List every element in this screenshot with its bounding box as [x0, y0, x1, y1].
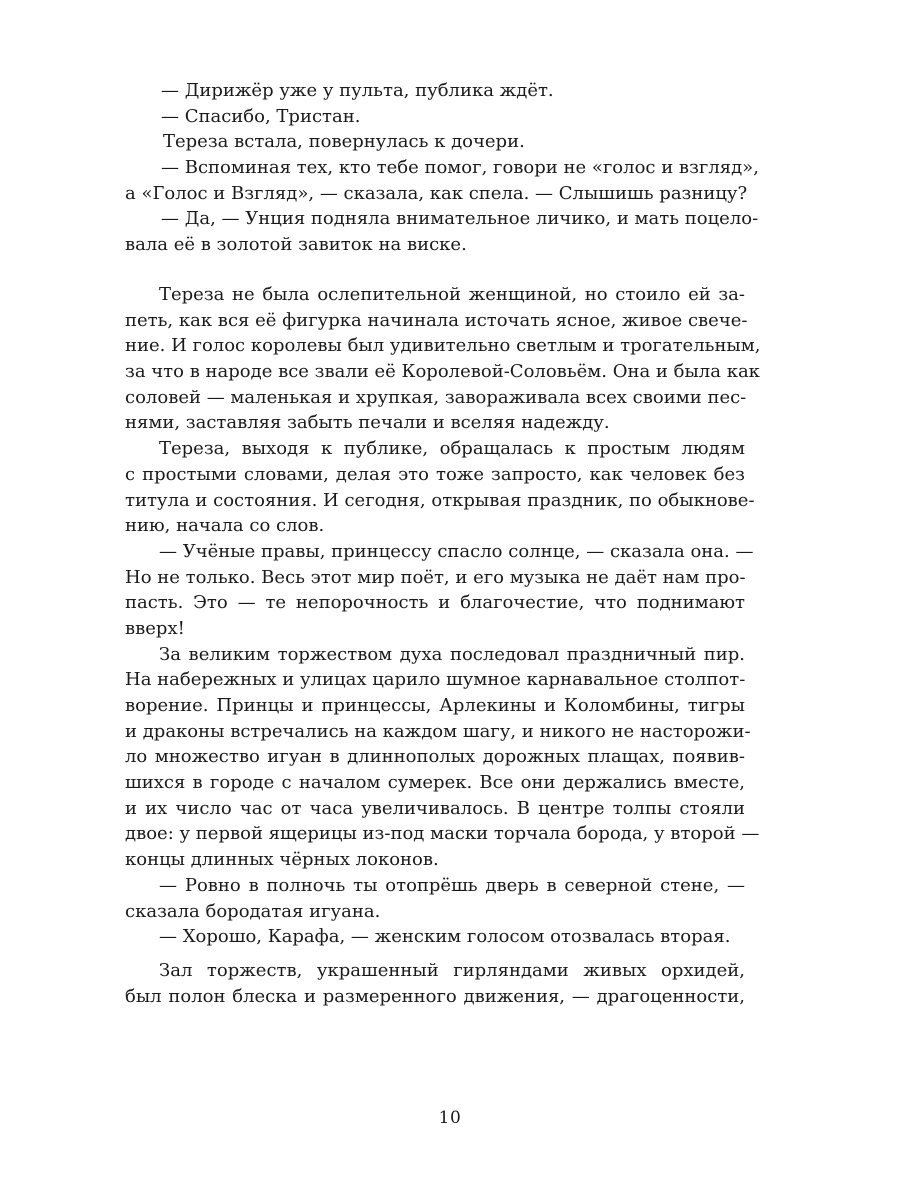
text-line: На набережных и улицах царило шумное карнавальное столпот- [125, 669, 746, 691]
text-line: соловей — маленькая и хрупкая, завораживала всех своими пес- [125, 386, 747, 408]
text-line: — Ровно в полночь ты отопрёшь дверь в северной стене, — [159, 874, 745, 896]
text-line: и драконы встречались на каждом шагу, и никого не насторожи- [125, 720, 751, 742]
text-line: Тереза, выходя к публике, обращалась к простым людям [159, 438, 745, 460]
text-line: и их число час от часа увеличивалось. В центре толпы стояли [125, 797, 745, 819]
text-line: — Вспоминая тех, кто тебе помог, говори не «голос и взгляд», [161, 157, 759, 179]
text-line: Тереза не была ослепительной женщиной, но стоило ей за- [159, 284, 745, 305]
text-line: с простыми словами, делая это тоже запросто, как человек без [125, 463, 745, 485]
text-line: был полон блеска и размеренного движения, — драгоценности, [125, 985, 745, 1007]
text-line: — Спасибо, Тристан. [161, 105, 361, 127]
text-line: Тереза встала, повернулась к дочери. [163, 131, 525, 153]
text-block-main [125, 282, 761, 950]
text-line: ло множество игуан в длиннополых дорожных плащах, появив- [125, 746, 745, 768]
text-line: — Хорошо, Карафа, — женским голосом отозвалась вторая. [159, 926, 731, 948]
text-line: титула и состояния. И сегодня, открывая праздник, по обыкнове- [125, 489, 755, 511]
text-line: сказала бородатая игуана. [125, 900, 381, 922]
text-line: ние. И голос королевы был удивительно светлым и трогательным, [125, 335, 761, 357]
text-line: вверх! [125, 617, 185, 639]
text-line: ворение. Принцы и принцессы, Арлекины и Коломбины, тигры [125, 695, 745, 716]
text-line: За великим торжеством духа последовал праздничный пир. [159, 643, 745, 665]
text-line: Зал торжеств, украшенный гирляндами живых орхидей, [159, 960, 745, 981]
text-line: — Учёные правы, принцессу спасло солнце, — сказала она. — [159, 540, 754, 562]
text-block-closing [125, 958, 745, 1009]
text-line: за что в народе все звали её Королевой-Соловьём. Она и была как [125, 361, 760, 383]
text-line: Но не только. Весь этот мир поёт, и его музыка не даёт нам про- [125, 566, 746, 588]
text-line: пасть. Это — те непорочность и благочестие, что поднимают [125, 592, 745, 614]
text-block-dialogue [125, 78, 759, 258]
text-line: петь, как вся её фигурка начинала источать ясное, живое свече- [125, 309, 748, 331]
text-line: концы длинных чёрных локонов. [125, 849, 439, 871]
text-line: нию, начала со слов. [125, 515, 325, 537]
text-line: нями, заставляя забыть печали и вселяя надежду. [125, 412, 610, 434]
text-line: — Дирижёр уже у пульта, публика ждёт. [161, 80, 554, 101]
text-line: двое: у первой ящерицы из-под маски торчала борода, у второй — [125, 823, 760, 845]
text-line: — Да, — Унция подняла внимательное личико, и мать поцело- [161, 208, 759, 230]
text-line: вала её в золотой завиток на виске. [125, 234, 467, 256]
page-number: 10 [438, 1108, 462, 1128]
text-line: а «Голос и Взгляд», — сказала, как спела. — Слышишь разницу? [125, 182, 748, 204]
text-line: шихся в городе с началом сумерек. Все они держались вместе, [125, 772, 745, 794]
